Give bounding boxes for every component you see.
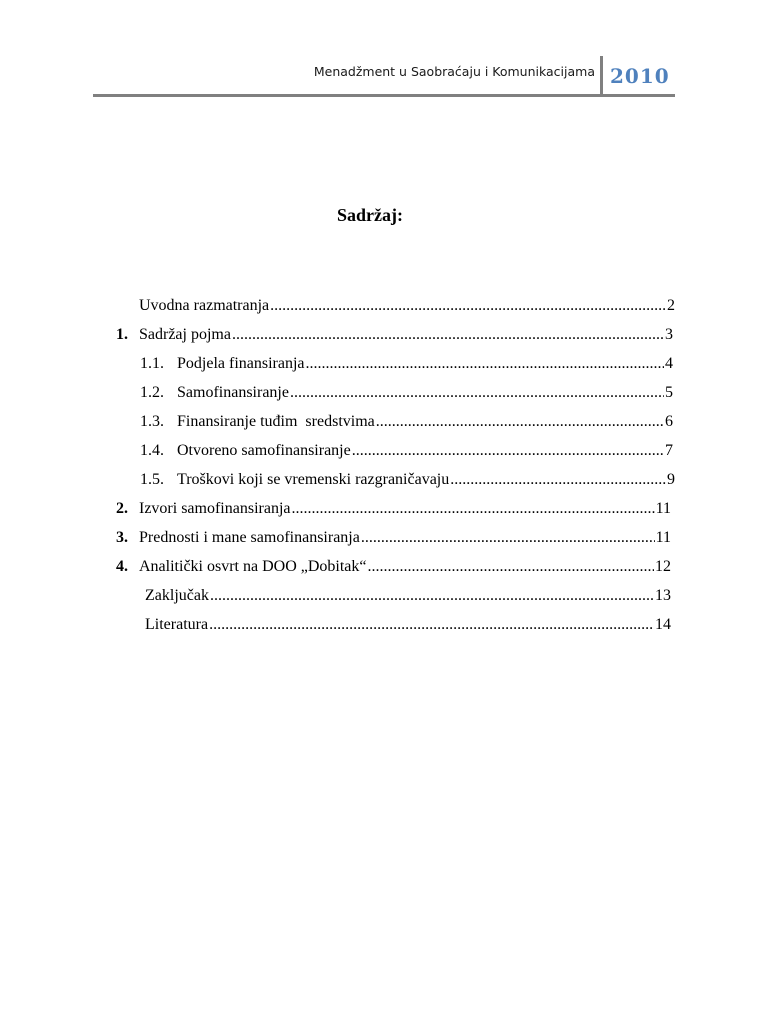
header-title: Menadžment u Saobraćaju i Komunikacijama [313,64,595,79]
toc-entry-number: 3. [116,529,128,546]
toc-entry-page: 11 [655,500,671,517]
toc-entry[interactable] [140,383,673,403]
toc-leader-dots [209,615,654,635]
toc-entry-text: Izvori samofinansiranja [139,500,291,517]
toc-entry-text: Samofinansiranje [177,384,289,401]
toc-leader-dots [368,557,655,577]
toc-leader-dots [270,296,666,316]
toc-entry-page: 6 [665,413,673,430]
toc-entry-page: 14 [655,616,671,633]
toc-entry[interactable] [145,615,671,635]
toc-leader-dots [450,470,666,490]
toc-entry[interactable] [140,412,673,432]
toc-leader-dots [210,586,654,606]
toc-entry-text: Podjela finansiranja [177,355,305,372]
toc-entry-number: 1.5. [140,471,164,488]
toc-leader-dots [232,325,664,345]
toc-entry-number: 2. [116,500,128,517]
toc-leader-dots [290,383,664,403]
toc-entry-text: Analitički osvrt na DOO „Dobitak“ [139,558,367,575]
toc-entry-number: 1.1. [140,355,164,372]
header-divider [600,56,603,97]
toc-entry-number: 1. [116,326,128,343]
toc-entry-page: 2 [667,297,675,314]
toc-entry-page: 11 [655,529,671,546]
toc-leader-dots [292,499,655,519]
toc-entry[interactable] [116,499,671,519]
toc-leader-dots [361,528,655,548]
toc-entry-page: 13 [655,587,671,604]
toc-entry-number: 1.2. [140,384,164,401]
toc-leader-dots [306,354,664,374]
toc-entry-page: 4 [665,355,673,372]
toc-heading: Sadržaj: [337,205,403,225]
toc-entry-page: 3 [665,326,673,343]
toc-entry-number: 1.4. [140,442,164,459]
toc-entry-text: Uvodna razmatranja [139,297,270,314]
toc-entry-page: 9 [667,471,675,488]
toc-entry[interactable] [140,470,675,490]
header-year: 2010 [610,64,670,88]
toc-entry-page: 5 [665,384,673,401]
toc-entry[interactable] [139,296,675,316]
toc-entry-text: Zaključak [145,587,209,604]
toc-entry-text: Finansiranje tuđim sredstvima [177,413,375,430]
toc-entry[interactable] [140,441,673,461]
toc-entry[interactable] [140,354,673,374]
toc-entry-page: 7 [665,442,673,459]
toc-entry-text: Literatura [145,616,209,633]
toc-entry-text: Otvoreno samofinansiranje [177,442,351,459]
toc-entry-number: 4. [116,558,128,575]
toc-leader-dots [352,441,664,461]
toc-entry-text: Sadržaj pojma [139,326,231,343]
toc-entry[interactable] [116,325,673,345]
header-rule [93,94,675,97]
toc-entry-text: Prednosti i mane samofinansiranja [139,529,360,546]
toc-entry-text: Troškovi koji se vremenski razgraničavaju [177,471,450,488]
toc-entry-page: 12 [655,558,671,575]
toc-entry[interactable] [145,586,671,606]
toc-entry[interactable] [116,528,671,548]
toc-leader-dots [376,412,664,432]
toc-entry-number: 1.3. [140,413,164,430]
toc-entry[interactable] [116,557,671,577]
